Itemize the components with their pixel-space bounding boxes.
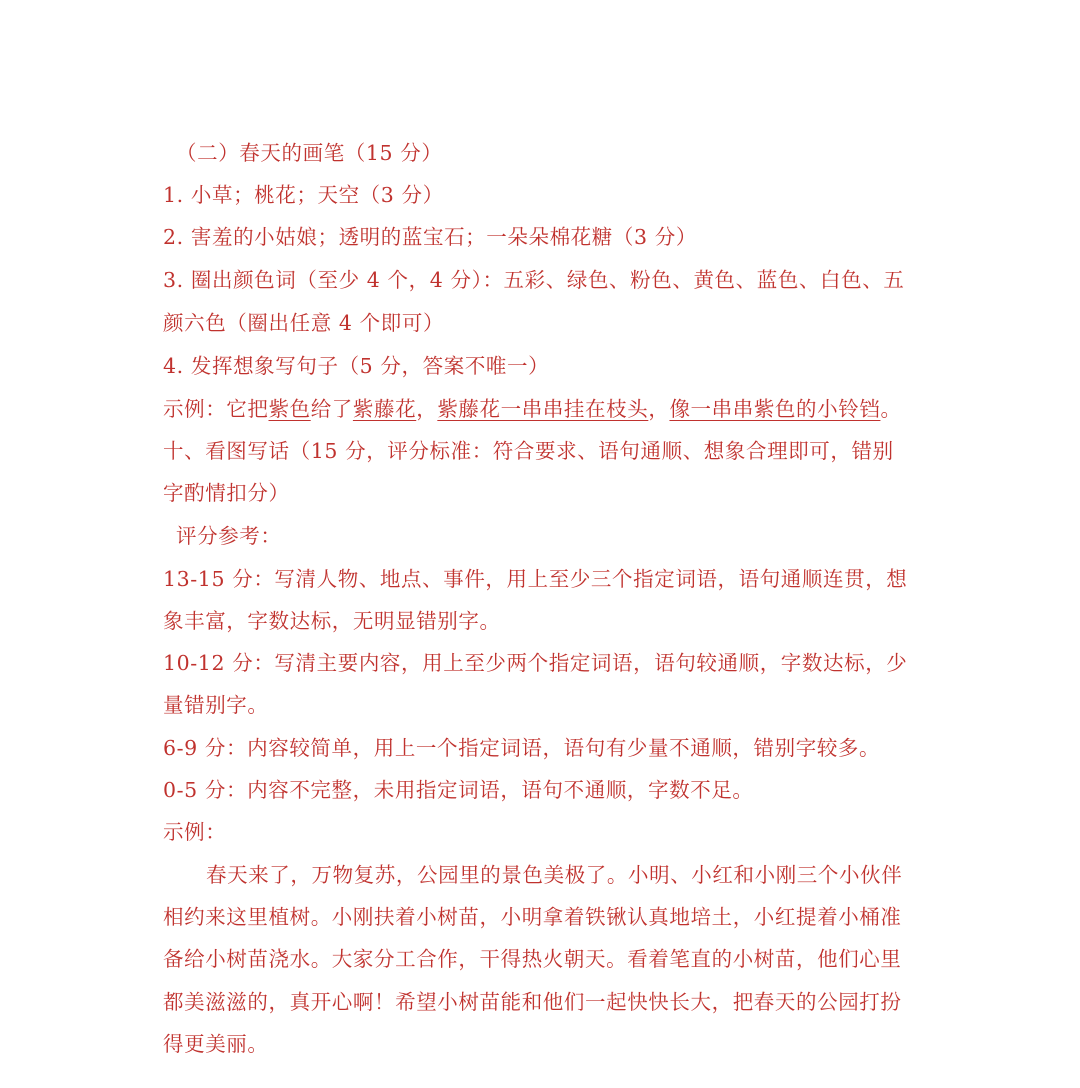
example-end: 。 [880,397,902,421]
essay-line-4: 都美滋滋的，真开心啊！希望小树苗能和他们一起快快长大，把春天的公园打扮 [163,990,902,1014]
section10-title-line2: 字酌情扣分） [163,481,290,505]
scoring-13-15-line2: 象丰富，字数达标，无明显错别字。 [163,609,501,633]
answer-3-line2: 颜六色（圈出任意 4 个即可） [163,311,445,335]
answer-3-line1: 3. 圈出颜色词（至少 4 个，4 分）：五彩、绿色、粉色、黄色、蓝色、白色、五 [163,268,905,292]
essay-line-1: 春天来了，万物复苏，公园里的景色美极了。小明、小红和小刚三个小伙伴 [206,863,903,887]
scoring-reference-label: 评分参考： [176,524,282,548]
scoring-10-12-line1: 10-12 分：写清主要内容，用上至少两个指定词语，语句较通顺，字数达标，少 [163,651,908,675]
section2-title: （二）春天的画笔（15 分） [176,141,443,165]
answer-4: 4. 发挥想象写句子（5 分，答案不唯一） [163,354,550,378]
example-text-2: ， [416,397,438,421]
answer-2: 2. 害羞的小姑娘；透明的蓝宝石；一朵朵棉花糖（3 分） [163,225,697,249]
example-underline-2: 紫藤花 [352,397,417,421]
section10-title-line1: 十、看图写话（15 分，评分标准：符合要求、语句通顺、想象合理即可，错别 [163,439,894,463]
scoring-10-12-line2: 量错别字。 [163,693,269,717]
essay-line-3: 备给小树苗浇水。大家分工合作，干得热火朝天。看着笔直的小树苗，他们心里 [163,947,902,971]
answer-1: 1. 小草；桃花；天空（3 分） [163,183,444,207]
example-underline-3: 紫藤花一串串挂在枝头 [437,397,649,421]
scoring-0-5: 0-5 分：内容不完整，未用指定词语，语句不通顺，字数不足。 [163,778,754,802]
scoring-13-15-line1: 13-15 分：写清人物、地点、事件，用上至少三个指定词语，语句通顺连贯，想 [163,567,908,591]
example-text-3: ， [648,397,670,421]
example-sentence [163,395,923,423]
essay-line-5: 得更美丽。 [163,1032,269,1056]
example-label: 示例： [163,820,227,844]
example-underline-1: 紫色 [268,397,311,421]
example-lead: 示例：它把 [163,397,269,421]
essay-line-2: 相约来这里植树。小刚扶着小树苗，小明拿着铁锹认真地培土，小红提着小桶准 [163,905,902,929]
example-text-1: 给了 [310,397,353,421]
scoring-6-9: 6-9 分：内容较简单，用上一个指定词语，语句有少量不通顺，错别字较多。 [163,736,881,760]
example-underline-4: 像一串串紫色的小铃铛 [669,397,881,421]
